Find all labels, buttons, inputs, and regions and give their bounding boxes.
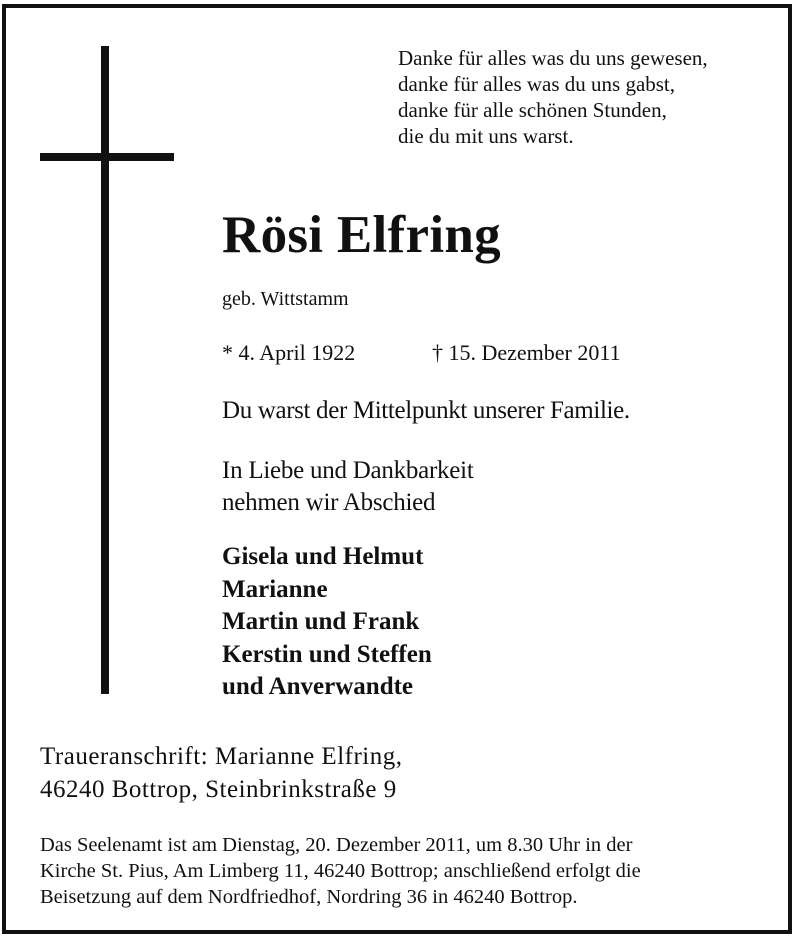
service-line: Kirche St. Pius, Am Limberg 11, 46240 Bottrop; anschließend erfolgt die bbox=[40, 860, 641, 882]
cross-crossbar bbox=[40, 153, 174, 161]
family-center-line: Du warst der Mittelpunkt unserer Familie. bbox=[222, 397, 630, 424]
poem-line: die du mit uns warst. bbox=[398, 124, 574, 148]
mourning-address bbox=[40, 740, 403, 806]
service-line: Das Seelenamt ist am Dienstag, 20. Dezember 2011, um 8.30 Uhr in der bbox=[40, 834, 633, 856]
poem-line: danke für alle schönen Stunden, bbox=[398, 98, 667, 122]
service-information bbox=[40, 832, 762, 910]
farewell-message bbox=[222, 455, 474, 519]
service-line: Beisetzung auf dem Nordfriedhof, Nordring 36 in 46240 Bottrop. bbox=[40, 886, 578, 908]
family-line: Kerstin und Steffen bbox=[222, 640, 432, 668]
farewell-line: nehmen wir Abschied bbox=[222, 489, 436, 516]
poem-line: danke für alles was du uns gabst, bbox=[398, 72, 676, 96]
cross-icon bbox=[101, 46, 109, 694]
address-line: Traueranschrift: Marianne Elfring, bbox=[40, 743, 403, 770]
family-names bbox=[222, 541, 432, 704]
birth-name: geb. Wittstamm bbox=[222, 288, 349, 310]
deceased-name: Rösi Elfring bbox=[222, 206, 501, 264]
family-line: und Anverwandte bbox=[222, 673, 414, 700]
poem-line: Danke für alles was du uns gewesen, bbox=[398, 46, 708, 70]
address-line: 46240 Bottrop, Steinbrinkstraße 9 bbox=[40, 776, 397, 803]
family-line: Marianne bbox=[222, 575, 328, 603]
family-line: Gisela und Helmut bbox=[222, 543, 424, 570]
birth-date: * 4. April 1922 bbox=[222, 340, 356, 365]
family-line: Martin und Frank bbox=[222, 608, 420, 635]
poem bbox=[398, 45, 778, 149]
farewell-line: In Liebe und Dankbarkeit bbox=[222, 457, 474, 484]
death-date: † 15. Dezember 2011 bbox=[432, 340, 621, 365]
